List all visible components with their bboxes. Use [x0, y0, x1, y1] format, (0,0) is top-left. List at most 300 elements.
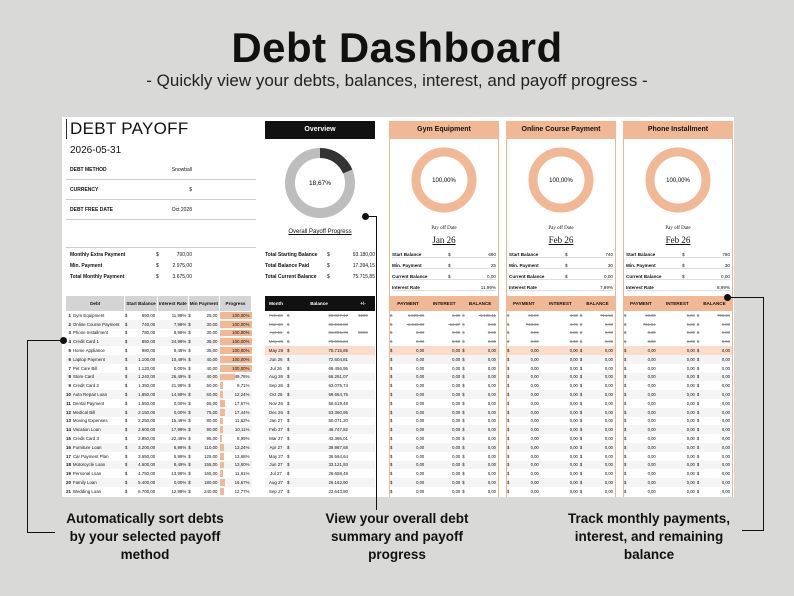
divider [66, 247, 256, 248]
currency-symbol: $ [462, 392, 465, 398]
debt-name[interactable]: Car Payment Plan [72, 453, 109, 459]
min-payment[interactable]: 25,00 [206, 312, 218, 318]
interest-rate[interactable]: 8,49% [173, 462, 187, 468]
currency-symbol: $ [696, 480, 700, 486]
interest-rate[interactable]: 11,99% [171, 312, 187, 318]
currency-symbol: $ [507, 427, 510, 433]
currency-symbol: $ [156, 274, 159, 280]
balance: 0,00 [487, 356, 496, 362]
table-row[interactable] [66, 320, 252, 329]
table-row[interactable] [66, 461, 252, 470]
currency-symbol: $ [462, 330, 465, 336]
interest: 4,76 [569, 321, 578, 327]
connector-dot [724, 294, 731, 301]
start-balance[interactable]: 850,00 [141, 339, 156, 345]
adjustment[interactable] [351, 381, 375, 390]
total-payment-row [70, 274, 192, 280]
balance: 0,00 [721, 427, 730, 433]
balance: 0,00 [604, 453, 613, 459]
interest: 0,00 [452, 453, 461, 459]
adjustment[interactable] [351, 373, 375, 382]
progress-value: 49,76% [234, 374, 250, 380]
adjustment[interactable] [351, 364, 375, 373]
adjustment[interactable] [351, 425, 375, 434]
progress-cell [220, 417, 252, 426]
adjustment[interactable] [351, 434, 375, 443]
adjustment[interactable] [351, 469, 375, 478]
table-row[interactable] [66, 364, 252, 373]
min-payment[interactable]: 90,00 [206, 427, 218, 433]
balance: 0,00 [721, 392, 730, 398]
start-balance[interactable]: 740,00 [141, 321, 156, 327]
interest-rate[interactable]: 24,99% [171, 339, 187, 345]
adjustment[interactable] [351, 443, 375, 452]
currency-symbol: $ [624, 444, 627, 450]
interest: 0,00 [452, 409, 461, 415]
interest-rate[interactable]: 0,00% [173, 365, 187, 371]
balance: 0,00 [604, 383, 613, 389]
interest-rate[interactable]: 26,49% [171, 374, 187, 380]
debt-name[interactable]: Medical Bill [72, 409, 96, 415]
balance: 63.075,74 [328, 383, 348, 389]
currency-symbol: $ [287, 383, 290, 389]
table-row[interactable] [66, 417, 252, 426]
progress-value: 100,00% [232, 356, 250, 362]
interest-rate[interactable]: 21,99% [171, 383, 187, 389]
currency-symbol: $ [507, 374, 510, 380]
interest-rate[interactable]: 13,99% [171, 471, 187, 477]
min-payment[interactable]: 40,00 [206, 356, 218, 362]
currency-symbol: $ [287, 330, 290, 336]
start-balance[interactable]: 4.600,00 [138, 462, 156, 468]
table-row[interactable] [66, 478, 252, 487]
table-row[interactable] [66, 443, 252, 452]
debt-stat-row [392, 252, 496, 258]
interest-rate[interactable]: 0,00% [173, 409, 187, 415]
start-balance[interactable]: 1.100,00 [138, 356, 156, 362]
balance: 0,00 [487, 321, 496, 327]
min-payment[interactable]: 110,00 [204, 444, 218, 450]
interest: 0,00 [569, 409, 578, 415]
start-balance[interactable]: 6.700,00 [138, 488, 156, 494]
debt-name[interactable]: Wedding Loan [72, 488, 102, 494]
interest-rate[interactable]: 0,00% [173, 400, 187, 406]
currency-symbol: $ [462, 471, 465, 477]
interest: 0,00 [452, 480, 461, 486]
currency-symbol: $ [462, 339, 465, 345]
start-balance[interactable]: 2.850,00 [138, 436, 156, 442]
interest: 0,00 [452, 400, 461, 406]
adjustment[interactable] [351, 355, 375, 364]
adjustment[interactable] [351, 346, 375, 355]
interest: 0,00 [686, 427, 695, 433]
currency-symbol: $ [682, 252, 685, 257]
start-balance[interactable]: 1.120,00 [138, 365, 156, 371]
monthly-balance-table [265, 296, 375, 496]
start-balance[interactable]: 1.650,00 [138, 400, 156, 406]
table-row [265, 373, 375, 382]
total-starting-balance-row [265, 252, 375, 258]
balance: 0,00 [604, 374, 613, 380]
debt-donut-chart [643, 145, 713, 215]
start-balance[interactable]: 1.350,00 [138, 383, 156, 389]
min-payment[interactable]: 75,00 [206, 409, 218, 415]
stat-label: Current Balance [626, 274, 662, 279]
currency-symbol: $ [188, 365, 191, 371]
divider [66, 199, 256, 200]
start-balance[interactable]: 1.240,00 [138, 374, 156, 380]
table-row [390, 346, 498, 355]
interest: 0,00 [452, 339, 461, 345]
table-row[interactable] [66, 469, 252, 478]
balance: 0,00 [721, 453, 730, 459]
debt-schedule-table [624, 296, 732, 496]
balance: 0,00 [721, 418, 730, 424]
payoff-date: Feb 26 [548, 235, 574, 245]
total-current-balance-row [265, 274, 375, 280]
debt-name[interactable]: Vacation Loan [72, 427, 101, 433]
payment: 0,00 [647, 480, 656, 486]
currency-symbol: $ [579, 365, 583, 371]
min-payment[interactable]: 240,00 [204, 488, 218, 494]
currency-symbol: $ [287, 436, 290, 442]
adjustment[interactable] [351, 408, 375, 417]
adjustment[interactable] [351, 337, 375, 346]
table-row[interactable] [66, 390, 252, 399]
currency-symbol: $ [579, 392, 583, 398]
table-row[interactable] [66, 311, 252, 320]
payment: 0,00 [530, 444, 539, 450]
debt-name[interactable]: Online Course Payment [72, 321, 120, 327]
interest-rate[interactable]: 5,99% [173, 453, 187, 459]
currency-symbol: $ [696, 409, 700, 415]
min-payment[interactable]: 60,00 [206, 392, 218, 398]
month: Aug 27 [269, 480, 283, 486]
table-row[interactable] [66, 381, 252, 390]
adjustment[interactable] [351, 461, 375, 470]
interest: 0,00 [569, 392, 578, 398]
adjustment[interactable] [351, 320, 375, 329]
month: Apr 27 [269, 444, 283, 450]
interest-rate[interactable]: 6,99% [173, 444, 187, 450]
balance: 86.918,50 [328, 321, 348, 327]
table-row [507, 469, 615, 478]
interest: 0,00 [452, 427, 461, 433]
min-payment[interactable]: 35,00 [206, 348, 218, 354]
adjustment[interactable]: 1200 [358, 312, 368, 318]
min-payment[interactable]: 125,00 [204, 453, 218, 459]
min-payment[interactable]: 30,00 [206, 330, 218, 336]
interest-rate[interactable]: 8,99% [173, 330, 187, 336]
currency-symbol: $ [624, 330, 627, 336]
adjustment[interactable] [351, 487, 375, 496]
currency-symbol: $ [390, 488, 393, 494]
debt-number: 5 [68, 348, 71, 354]
currency-symbol: $ [390, 444, 393, 450]
table-row [624, 452, 732, 461]
debt-name[interactable]: Credit Card 3 [72, 436, 100, 442]
interest: 0,00 [569, 471, 578, 477]
debt-number: 11 [66, 400, 71, 406]
table-row [507, 417, 615, 426]
min-payment[interactable]: 30,00 [206, 321, 218, 327]
debt-name[interactable]: Gym Equipment [72, 312, 105, 318]
caption-auto-sort: Automatically sort debts by your selected payoff method [66, 511, 224, 562]
adjustment[interactable] [351, 399, 375, 408]
currency-symbol: $ [696, 427, 700, 433]
currency-symbol [682, 285, 692, 290]
debt-name[interactable]: Pet Care Bill [72, 365, 98, 371]
debt-name[interactable]: Credit Card 1 [72, 339, 100, 345]
connector-line [376, 216, 377, 510]
balance: 79.009,24 [328, 339, 348, 345]
currency-symbol: $ [696, 400, 700, 406]
interest-rate[interactable]: 7,99% [173, 321, 187, 327]
table-row[interactable] [66, 373, 252, 382]
interest: 0,00 [569, 330, 578, 336]
currency-symbol: $ [624, 409, 627, 415]
spreadsheet-preview [62, 117, 734, 497]
payoff-date-label: Pay off Date [665, 226, 691, 231]
payment: 0,00 [647, 409, 656, 415]
currency-symbol: $ [624, 488, 627, 494]
debt-stat-row [626, 252, 730, 258]
interest: 0,00 [452, 392, 461, 398]
table-row [507, 443, 615, 452]
adjustment[interactable] [351, 478, 375, 487]
progress-value: 100,00% [232, 330, 250, 336]
balance: 0,00 [604, 488, 613, 494]
currency-symbol: $ [696, 418, 700, 424]
table-row [265, 452, 375, 461]
progress-value: 100,00% [232, 312, 250, 318]
table-row [265, 469, 375, 478]
month: Jul 26 [270, 365, 282, 371]
interest-rate[interactable]: 9,49% [173, 348, 187, 354]
table-row[interactable] [66, 434, 252, 443]
progress-cell [220, 320, 252, 329]
table-row[interactable] [66, 346, 252, 355]
progress-value: 100,00% [232, 365, 250, 371]
debt-name[interactable]: Store Card [72, 374, 95, 380]
debt-card-header: Gym Equipment [390, 121, 498, 139]
progress-value: 13,24% [234, 444, 250, 450]
start-balance[interactable]: 2.600,00 [138, 427, 156, 433]
start-balance[interactable]: 2.250,00 [138, 418, 156, 424]
currency-symbol: $ [188, 356, 191, 362]
min-payment[interactable]: 35,00 [206, 339, 218, 345]
table-row[interactable] [66, 337, 252, 346]
currency-symbol: $ [579, 453, 583, 459]
progress-bar [220, 409, 226, 416]
interest-rate[interactable]: 15,49% [171, 418, 187, 424]
interest: 0,00 [569, 436, 578, 442]
currency-symbol: $ [696, 392, 700, 398]
start-balance[interactable]: 1.850,00 [138, 392, 156, 398]
debt-name[interactable]: Furniture Loan [72, 444, 102, 450]
debt-stat-row [392, 263, 496, 269]
interest: 0,00 [569, 488, 578, 494]
currency-symbol: $ [579, 374, 583, 380]
currency-symbol: $ [462, 418, 465, 424]
balance: 0,00 [721, 409, 730, 415]
interest: 5,66 [686, 321, 695, 327]
interest-rate[interactable]: 12,99% [171, 488, 187, 494]
min-payment[interactable]: 40,00 [206, 365, 218, 371]
debt-stat-row [392, 274, 496, 280]
start-balance[interactable]: 3.200,00 [138, 444, 156, 450]
debt-name[interactable]: Motorcycle Loan [72, 462, 106, 468]
interest-rate[interactable]: 0,00% [173, 480, 187, 486]
interest-rate[interactable]: 22,49% [171, 436, 187, 442]
start-balance[interactable]: 690,00 [141, 312, 156, 318]
debt-stat-row [509, 274, 613, 280]
debt-number: 18 [66, 462, 71, 468]
payment: -1.040,00 [406, 321, 425, 327]
debt-name[interactable]: Phone Installment [72, 330, 109, 336]
start-balance[interactable]: 980,00 [141, 348, 156, 354]
start-balance[interactable]: 2.150,00 [138, 409, 156, 415]
debt-stat-row [626, 263, 730, 269]
table-row[interactable] [66, 425, 252, 434]
currency-symbol: $ [462, 462, 465, 468]
min-payment[interactable]: 155,00 [204, 462, 218, 468]
currency-symbol: $ [390, 418, 393, 424]
table-row [507, 408, 615, 417]
payment: 1.829,00 [407, 312, 425, 318]
stat-value: 93.180,00 [352, 252, 375, 258]
table-row [624, 311, 732, 320]
extra-payment-value[interactable]: 700,00 [176, 252, 192, 258]
payment: 0,00 [416, 427, 425, 433]
adjustment[interactable] [351, 417, 375, 426]
interest: 0,00 [569, 480, 578, 486]
interest: 0,00 [452, 471, 461, 477]
currency-symbol: $ [462, 427, 465, 433]
currency-symbol: $ [507, 392, 510, 398]
table-row[interactable] [66, 329, 252, 338]
debt-name[interactable]: Family Loan [72, 480, 97, 486]
adjustment[interactable] [351, 452, 375, 461]
min-payment[interactable]: 95,00 [206, 436, 218, 442]
currency-symbol: $ [624, 400, 627, 406]
interest-rate[interactable]: 17,99% [171, 427, 187, 433]
debt-method-value[interactable]: Snowball [171, 167, 192, 173]
progress-value: 100,00% [232, 339, 250, 345]
balance: 0,00 [604, 462, 613, 468]
adjustment[interactable]: 2000 [358, 330, 368, 336]
min-payment[interactable]: 80,00 [206, 418, 218, 424]
currency-symbol: $ [188, 488, 191, 494]
interest: 0,00 [452, 488, 461, 494]
progress-bar [220, 488, 224, 495]
debt-card-phone-installment [623, 121, 733, 497]
balance: 59.654,75 [328, 392, 348, 398]
balance: 0,00 [721, 400, 730, 406]
debt-number: 2 [68, 321, 71, 327]
table-row [390, 399, 498, 408]
currency-symbol: $ [124, 321, 128, 327]
table-row[interactable] [66, 355, 252, 364]
overall-payoff-progress-link[interactable]: Overall Payoff Progress [288, 229, 352, 235]
interest-rate[interactable]: 14,99% [171, 392, 187, 398]
currency-symbol: $ [579, 400, 583, 406]
min-payment[interactable]: 65,00 [206, 400, 218, 406]
progress-cell [220, 425, 252, 434]
table-row[interactable] [66, 487, 252, 496]
currency-symbol: $ [390, 365, 393, 371]
adjustment[interactable] [351, 390, 375, 399]
min-payment[interactable]: 165,00 [204, 471, 218, 477]
connector-dot [362, 213, 369, 220]
balance: 0,00 [721, 339, 730, 345]
progress-cell [220, 373, 252, 382]
debt-name[interactable]: Home Appliance [72, 348, 105, 354]
debt-name[interactable]: Laptop Payment [72, 356, 105, 362]
balance: 0,00 [487, 374, 496, 380]
interest: 0,00 [452, 462, 461, 468]
currency-symbol: $ [390, 346, 395, 355]
balance: 0,00 [487, 462, 496, 468]
currency-value[interactable]: $ [189, 187, 192, 193]
stat-label: Start Balance [392, 252, 422, 257]
payment: 0,00 [416, 444, 425, 450]
progress-value: 17,44% [234, 409, 250, 415]
stat-label: Current Balance [509, 274, 545, 279]
debt-name[interactable]: Auto Repair Loan [72, 392, 108, 398]
table-row [390, 337, 498, 346]
currency-symbol: $ [696, 444, 700, 450]
currency-symbol: $ [287, 392, 290, 398]
interest-rate[interactable]: 10,49% [171, 356, 187, 362]
table-row [390, 478, 498, 487]
min-payment[interactable]: 50,00 [206, 383, 218, 389]
currency-symbol: $ [124, 348, 128, 354]
table-row[interactable] [66, 452, 252, 461]
currency-symbol: $ [287, 321, 290, 327]
debt-name[interactable]: Moving Expenses [72, 418, 108, 424]
table-row [265, 417, 375, 426]
interest: 6,89 [452, 312, 461, 318]
start-balance[interactable]: 5.400,00 [138, 480, 156, 486]
start-balance[interactable]: 3.650,00 [138, 453, 156, 459]
table-row [507, 346, 615, 355]
currency-symbol: $ [565, 274, 568, 279]
table-row[interactable] [66, 408, 252, 417]
debt-name[interactable]: Credit Card 2 [72, 383, 100, 389]
min-payment[interactable]: 40,00 [206, 374, 218, 380]
payment: 30,00 [528, 312, 539, 318]
start-balance[interactable]: 4.750,00 [138, 471, 156, 477]
payment: 0,00 [647, 418, 656, 424]
progress-bar [220, 418, 224, 425]
debt-number: 8 [68, 374, 71, 380]
currency-symbol: $ [287, 488, 290, 494]
currency-symbol: $ [188, 444, 191, 450]
debt-name[interactable]: Dental Payment [72, 400, 105, 406]
debt-stat-row [626, 285, 730, 291]
currency-symbol: $ [448, 274, 451, 279]
table-row [507, 311, 615, 320]
interest: 0,00 [686, 356, 695, 362]
debt-name[interactable]: Personal Loan [72, 471, 102, 477]
balance: 0,00 [487, 488, 496, 494]
min-payment[interactable]: 180,00 [204, 480, 218, 486]
start-balance[interactable]: 780,00 [141, 330, 156, 336]
currency-symbol: $ [462, 488, 465, 494]
table-row[interactable] [66, 399, 252, 408]
month: Feb 26 [269, 312, 283, 318]
